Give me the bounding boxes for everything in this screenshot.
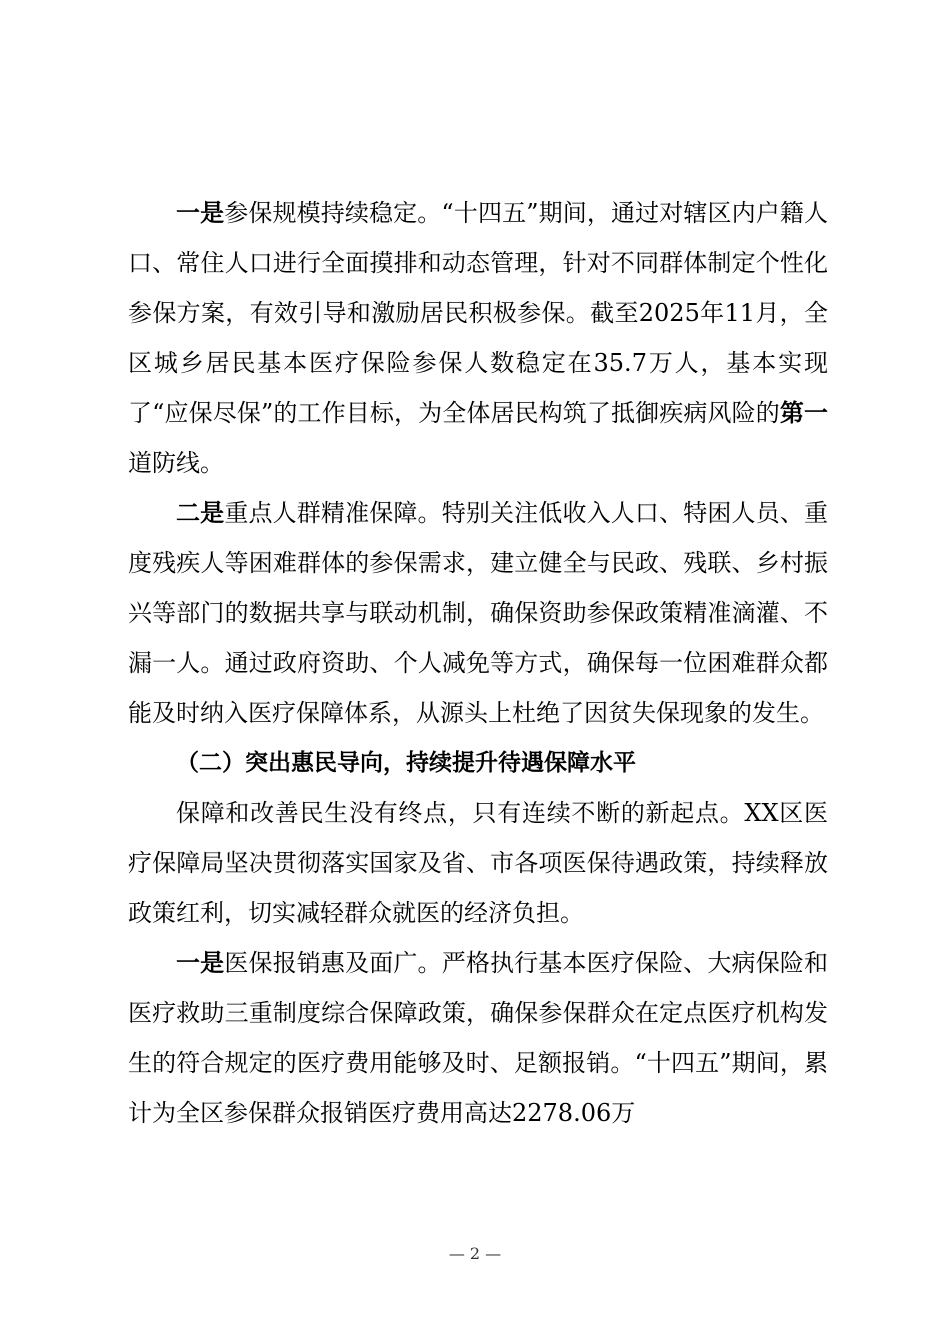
paragraph-lead: 一是 xyxy=(176,949,225,977)
paragraph-text: 医保报销惠及面广。严格执行基本医疗保险、大病保险和医疗救助三重制度综合保障政策，确保参保群众在定点医疗机构发生的符合规定的医疗费用能够及时、足额报销。“十四五”期间，累计为全区参保群众报销医疗费用高达2278.06万 xyxy=(128,949,829,1127)
paragraph-key-groups xyxy=(128,488,828,738)
paragraph-text: 参保规模持续稳定。“十四五”期间，通过对辖区内户籍人口、常住人口进行全面摸排和动态管理，针对不同群体制定个性化参保方案，有效引导和激励居民积极参保。截至2025年11月，全区城乡居民基本医疗保险参保人数稳定在35.7万人，基本实现了“应保尽保”的工作目标，为全体居民构筑了抵御疾病风险的 xyxy=(128,199,829,427)
paragraph-reimbursement xyxy=(128,938,828,1138)
paragraph-section-intro xyxy=(128,788,828,938)
paragraph-emphasis: 第一 xyxy=(779,399,828,427)
paragraph-text: 保障和改善民生没有终点，只有连续不断的新起点。XX区医疗保障局坚决贯彻落实国家及省、市各项医保待遇政策，持续释放政策红利，切实减轻群众就医的经济负担。 xyxy=(128,799,828,927)
section-heading: （二）突出惠民导向，持续提升待遇保障水平 xyxy=(176,750,636,776)
page-number: — 2 — xyxy=(448,1244,502,1263)
paragraph-lead: 一是 xyxy=(176,199,225,227)
document-body xyxy=(128,188,828,1138)
paragraph-tail: 道防线。 xyxy=(128,449,224,477)
paragraph-enrollment-scale xyxy=(128,188,828,488)
paragraph-text: 重点人群精准保障。特别关注低收入人口、特困人员、重度残疾人等困难群体的参保需求，建立健全与民政、残联、乡村振兴等部门的数据共享与联动机制，确保资助参保政策精准滴灌、不漏一人。通过政府资助、个人减免等方式，确保每一位困难群众都能及时纳入医疗保障体系，从源头上杜绝了因贫失保现象的发生。 xyxy=(128,499,829,727)
paragraph-lead: 二是 xyxy=(176,499,225,527)
